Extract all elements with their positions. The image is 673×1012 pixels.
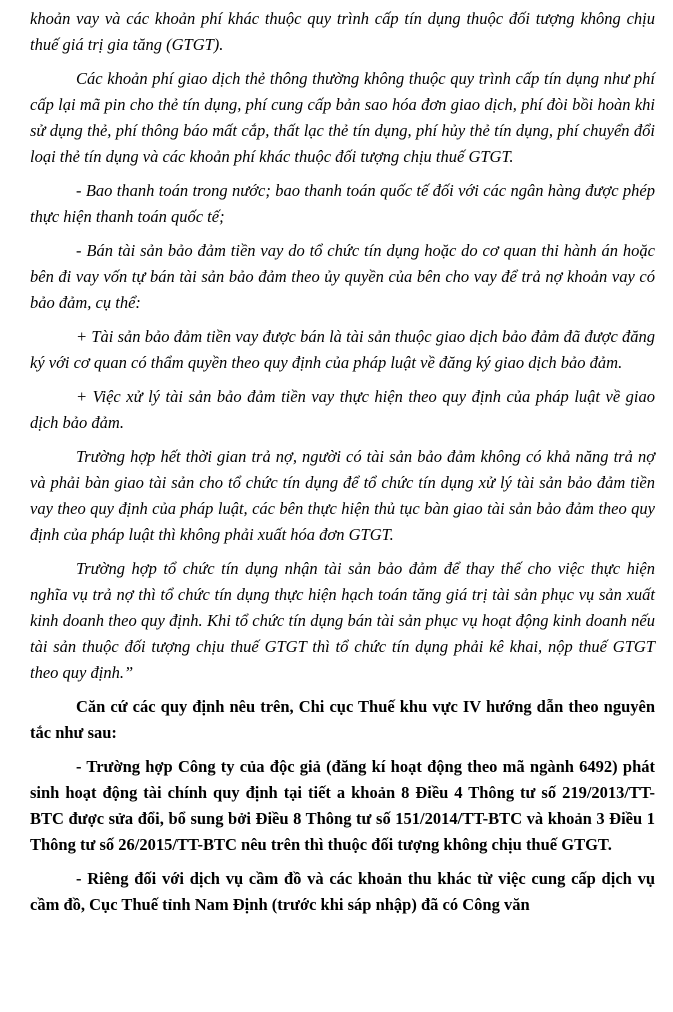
paragraph-factoring: - Bao thanh toán trong nước; bao thanh toán quốc tế đối với các ngân hàng được phép thực hiện thanh toán quốc tế; xyxy=(30,181,655,226)
paragraph-collateral-replacement: Trường hợp tổ chức tín dụng nhận tài sản bảo đảm để thay thế cho việc thực hiện nghĩa vụ trả nợ thì tổ chức tín dụng thực hiện hạch toán tăng giá trị tài sản phục vụ sản xuất kinh doanh theo quy định. Khi tổ chức tín dụng bán tài sản phục vụ hoạt động kinh doanh nếu tài sản thuộc đối tượng chịu thuế GTGT thì tổ chức tín dụng phải kê khai, nộp thuế GTGT theo quy định.” xyxy=(30,559,655,682)
paragraph-company-case: - Trường hợp Công ty của độc giả (đăng kí hoạt động theo mã ngành 6492) phát sinh hoạt động tài chính quy định tại tiết a khoản 8 Điều 4 Thông tư số 219/2013/TT-BTC được sửa đổi, bổ sung bởi Điều 8 Thông tư số 151/2014/TT-BTC và khoản 3 Điều 1 Thông tư số 26/2015/TT-BTC nêu trên thì thuộc đối tượng không chịu thuế GTGT. xyxy=(30,757,655,854)
paragraph-sale-of-collateral: - Bán tài sản bảo đảm tiền vay do tổ chức tín dụng hoặc do cơ quan thi hành án hoặc bên đi vay vốn tự bán tài sản bảo đảm theo ủy quyền của bên cho vay để trả nợ khoản vay có bảo đảm, cụ thể: xyxy=(30,241,655,312)
paragraph-loan-fees-continued: khoản vay và các khoản phí khác thuộc quy trình cấp tín dụng thuộc đối tượng không chịu thuế giá trị gia tăng (GTGT). xyxy=(30,9,655,54)
paragraph-repayment-overdue: Trường hợp hết thời gian trả nợ, người có tài sản bảo đảm không có khả năng trả nợ và phải bàn giao tài sản cho tổ chức tín dụng để tổ chức tín dụng xử lý tài sản bảo đảm tiền vay theo quy định của pháp luật, các bên thực hiện thủ tục bàn giao tài sản bảo đảm theo quy định của pháp luật thì không phải xuất hóa đơn GTGT. xyxy=(30,447,655,544)
paragraph-collateral-registered: + Tài sản bảo đảm tiền vay được bán là tài sản thuộc giao dịch bảo đảm đã được đăng ký với cơ quan có thẩm quyền theo quy định của pháp luật về đăng ký giao dịch bảo đảm. xyxy=(30,327,655,372)
paragraph-collateral-handling: + Việc xử lý tài sản bảo đảm tiền vay thực hiện theo quy định của pháp luật về giao dịch bảo đảm. xyxy=(30,387,655,432)
paragraph-pawn-service: - Riêng đối với dịch vụ cầm đồ và các khoản thu khác từ việc cung cấp dịch vụ cầm đồ, Cục Thuế tỉnh Nam Định (trước khi sáp nhập) đã có Công văn xyxy=(30,869,655,914)
paragraph-card-transaction-fees: Các khoản phí giao dịch thẻ thông thường không thuộc quy trình cấp tín dụng như phí cấp lại mã pin cho thẻ tín dụng, phí cung cấp bản sao hóa đơn giao dịch, phí đòi bồi hoàn khi sử dụng thẻ, phí thông báo mất cắp, thất lạc thẻ tín dụng, phí hủy thẻ tín dụng, phí chuyển đổi loại thẻ tín dụng và các khoản phí khác thuộc đối tượng chịu thuế GTGT. xyxy=(30,69,655,166)
paragraph-guidance-intro: Căn cứ các quy định nêu trên, Chi cục Thuế khu vực IV hướng dẫn theo nguyên tắc như sau: xyxy=(30,697,655,742)
